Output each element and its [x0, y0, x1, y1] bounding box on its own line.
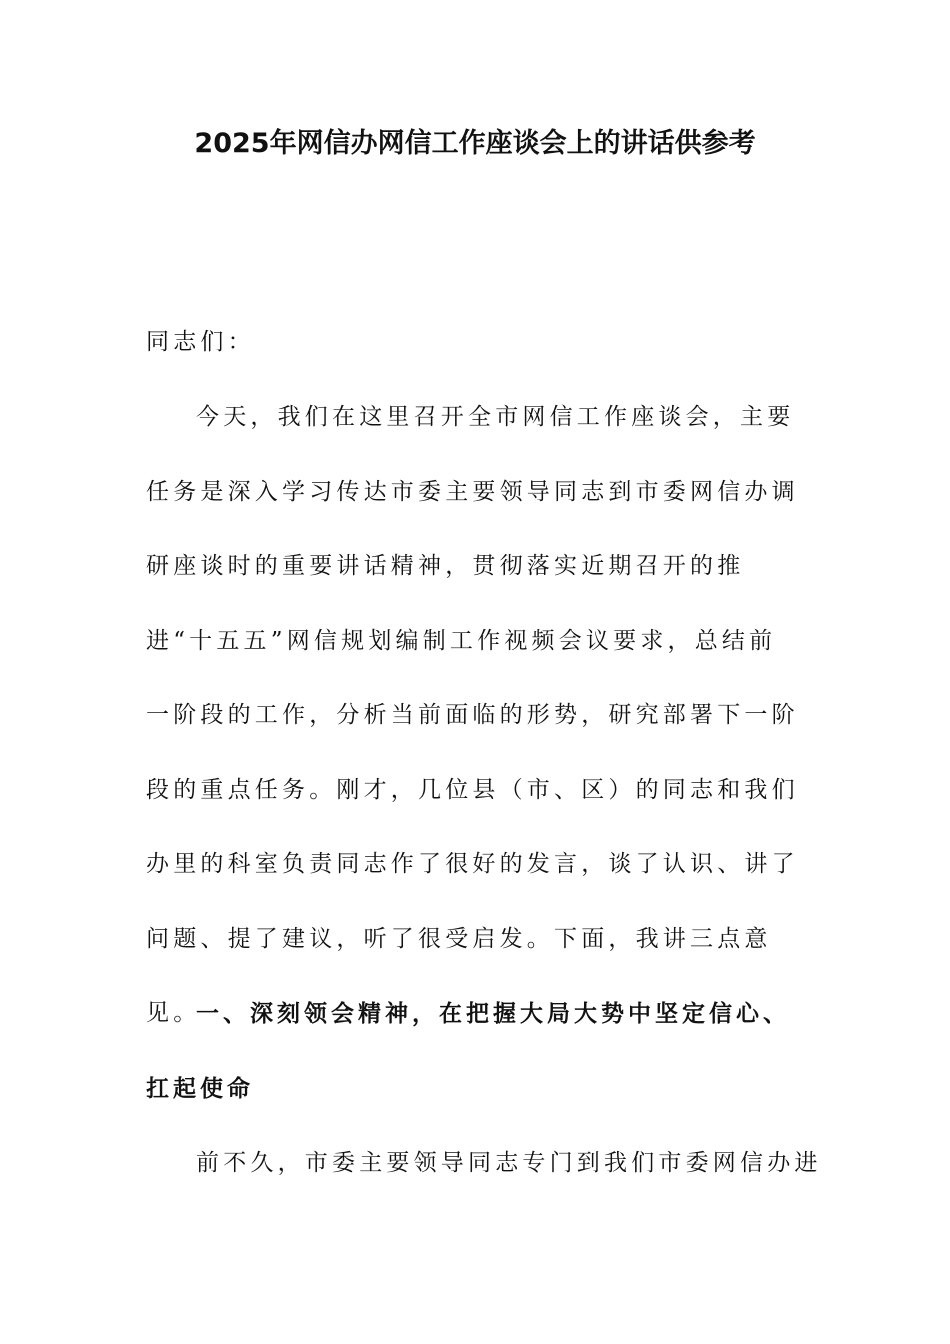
salutation: 同志们：	[146, 329, 255, 355]
section-heading-1: 一、深刻领会精神，在把握大局大势中坚定信心、扛起使命	[146, 1001, 790, 1102]
document-title: 2025年网信办网信工作座谈会上的讲话供参考	[194, 128, 756, 159]
section-1-paragraph: 前不久，市委主要领导同志专门到我们市委网信办进	[196, 1150, 822, 1176]
opening-paragraph: 今天，我们在这里召开全市网信工作座谈会，主要任务是深入学习传达市委主要领导同志到市委网信办调研座谈时的重要讲话精神，贯彻落实近期召开的推进“十五五”网信规划编制工作视频会议要求，总结前一阶段的工作，分析当前面临的形势，研究部署下一阶段的重点任务。刚才，几位县（市、区）的同志和我们办里的科室负责同志作了很好的发言，谈了认识、讲了问题、提了建议，听了很受启发。下面，我讲三点意见。	[146, 404, 799, 1026]
